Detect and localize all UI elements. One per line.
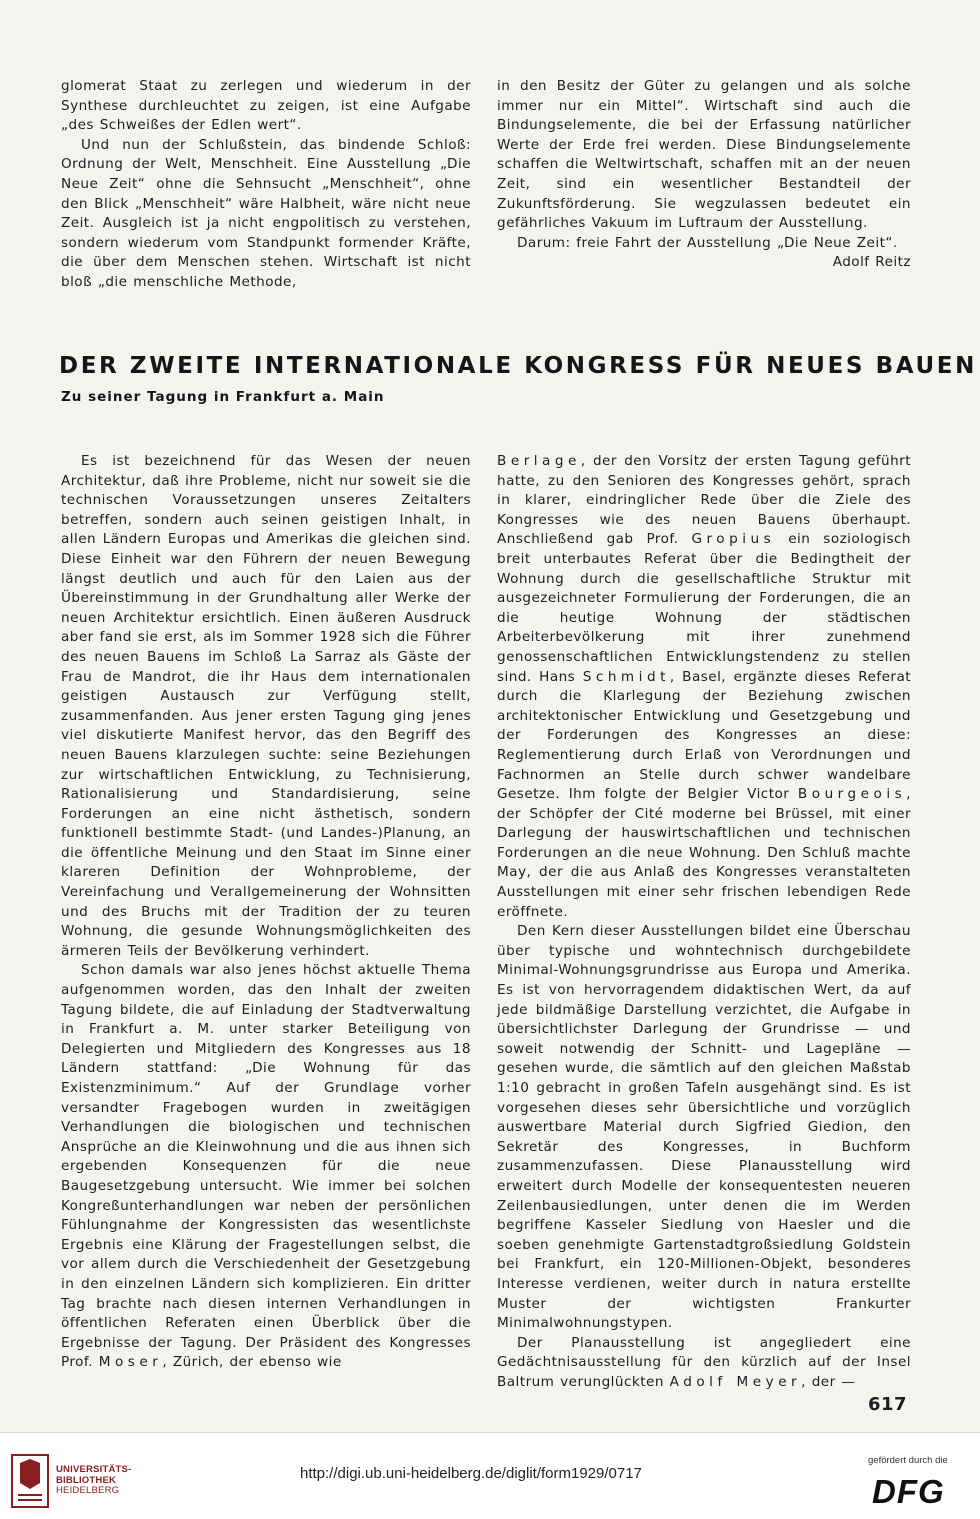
name-berlage: Berlage bbox=[497, 453, 581, 469]
paragraph-text: Der Planausstellung ist angegliedert eine Gedächtnisausstellung für den kürzlich auf der Insel Baltrum verunglückten bbox=[497, 1334, 911, 1390]
closing-line: Darum: freie Fahrt der Ausstellung „Die Neue Zeit“. bbox=[517, 234, 898, 251]
name-meyer: Adolf Meyer bbox=[669, 1373, 802, 1390]
name-schmidt: Schmidt bbox=[582, 668, 670, 685]
article-title: DER ZWEITE INTERNATIONALE KONGRESS FÜR NEUES BAUEN bbox=[59, 353, 977, 379]
name-gropius: Gropius bbox=[691, 531, 776, 548]
digitization-footer bbox=[0, 1432, 980, 1519]
article-paragraph-5 bbox=[497, 1334, 911, 1393]
paragraph-text: Schon damals war also jenes höchst aktuelle Thema aufgenommen worden, das den Inhalt der zweiten Tagung bildete, die auf Einladung der Stadtverwaltung in Frankfurt a. M. unter starker Beteiligung von Delegierten und Mitgliedern des Kongresses aus 18 Ländern stattfand: „Die Wohnung für das Existenzminimum.“ Auf der Grundlage vorher versandter Fragebogen wurden in zweitägigen Verhandlungen die biologischen und technischen Ansprüche an die Kleinwohnung und die aus ihnen sich ergebenden Konsequenzen für die neue Baugesetzgebung untersucht. Wie immer bei solchen Kongreßunterhandlungen war neben der persönlichen Fühlungnahme der Kongressisten das wesentlichste Ergebnis eine Klärung der Fragestellungen selbst, die vor allem durch die Verschiedenheit der Gesetzgebung in den einzelnen Ländern sich komplizieren. Ein dritter Tag brachte nach diesen internen Verhandlungen in öffentlichen Referaten einen Überblick über die Ergebnisse der Tagung. Der Präsident des Kongresses Prof. bbox=[61, 962, 471, 1371]
article-left-column bbox=[61, 452, 471, 1373]
author-signature: Adolf Reitz bbox=[832, 254, 911, 271]
paragraph-text: , der — bbox=[801, 1373, 856, 1390]
paragraph-text: ein soziologisch breit unterbautes Referat über die Bedingtheit der Wohnung durch die gesellschaftliche Struktur mit ausgezeichneter Formulierung der Forderungen, die an die heutige Wohnung der städtischen Arbeiterbevölkerung mit ihrer zunehmend genossenschaftlichen Entwicklungstendenz zu stellen sind. Hans bbox=[497, 531, 911, 685]
top-right-paragraph: in den Besitz der Güter zu gelangen und als solche immer nur ein Mittel“. Wirtschaft sind auch die Bindungselemente, die bei der Erfassung natürlicher Werte der Erde frei werden. Diese Bindungselemente schaffen die Weltwirtschaft, schaffen mit an der neuen Zeit, sind ein wesentlicher Bestandteil der Zukunftsförderung. Sie wegzulassen bedeutet ein gefährliches Vakuum im Luftraum der Ausstellung. bbox=[497, 78, 911, 232]
library-name-line-1: UNIVERSITÄTS- bbox=[56, 1464, 132, 1475]
paragraph-text: , der den Vorsitz der ersten Tagung geführt hatte, zu den Senioren des Kongresses gehört, sprach in klarer, eindringlicher Rede über die Ziele des Kongresses wie des neuen Bauens überhaupt. Anschließend gab Prof. bbox=[497, 453, 911, 548]
top-right-column bbox=[497, 77, 911, 273]
article-subtitle: Zu seiner Tagung in Frankfurt a. Main bbox=[61, 389, 385, 405]
article-paragraph-4: Den Kern dieser Ausstellungen bildet eine Überschau über typische und wohntechnisch durchgebildete Minimal-Wohnungsgrundrisse aus Europa und Amerika. Es ist von hervorragendem didaktischen Wert, da auf jede bildmäßige Darstellung verzichtet, die Aufgabe in übersichtlichster Darlegung der Grundrisse — und soweit notwendig der Schnitt- und Lagepläne — gesehen wurde, die sämtlich auf den gleichen Maßstab 1:10 gebracht in großen Tafeln ausgehängt sind. Es ist vorgesehen dieses sehr übersichtliche und vorzüglich auswertbare Material durch Sigfried Giedion, den Sekretär des Kongresses, in Buchform zusammenzufassen. Diese Planausstellung wird erweitert durch Modelle der konsequentesten neueren Zeilenbausiedlungen, unter denen die im Werden begriffene Kasseler Siedlung von Haesler und die soeben genehmigte Gartenstadtgroßsiedlung Goldstein bei Frankfurt, ein 120-Millionen-Objekt, besonderes Interesse verdienen, weiter durch in natura erstellte Muster der wichtigsten Frankurter Minimalwohnungstypen. bbox=[497, 923, 911, 1332]
library-name-line-3: HEIDELBERG bbox=[56, 1485, 120, 1496]
paragraph-text: , Zürich, der ebenso wie bbox=[162, 1354, 342, 1371]
library-logo-icon bbox=[10, 1453, 50, 1509]
funded-by-label: gefördert durch die bbox=[868, 1455, 948, 1466]
paragraph-text: , Basel, ergänzte dieses Referat durch die Klarlegung der Beziehung zwischen architektonischer Entwicklung und Gesetzgebung und der Forderungen des Kongresses an diese: Reglementierung durch Erlaß von Verordnungen und Fachnormen an Stelle durch schwer wandelbare Gesetze. Ihm folgte der Belgier Victor bbox=[497, 668, 912, 803]
paragraph-text: , der Schöpfer der Cité moderne bei Brüssel, mit einer Darlegung der hauswirtschaftlichen und technischen Forderungen an die neue Wohnung. Den Schluß machte May, der die aus Anlaß des Kongresses veranstalteten Ausstellungen mit einer sehr frischen lebendigen Rede eröffnete. bbox=[497, 786, 911, 920]
library-name-line-2: BIBLIOTHEK bbox=[56, 1474, 117, 1486]
article-paragraph-1: Es ist bezeichnend für das Wesen der neuen Architektur, daß ihre Probleme, nicht nur soweit sie die technischen Voraussetzungen unseres Zeitalters betreffen, sondern auch seinen geistigen Inhalt, in allen Ländern Europas und Amerikas die gleichen sind. Diese Einheit war den Führern der neuen Bewegung längst deutlich und auch für den Laien aus der Übereinstimmung in der Grundhaltung aller Werke der neuen Architektur ersichtlich. Einen äußeren Ausdruck aber fand sie erst, als im Sommer 1928 sich die Führer des neuen Bauens im Schloß La Sarraz als Gäste der Frau de Mandrot, die ihr Haus dem internationalen geistigen Austausch zur Verfügung stellt, zusammenfanden. Aus jener ersten Tagung ging jenes viel diskutierte Manifest hervor, das den Begriff des neuen Bauens klarzulegen suchte: seine Beziehungen zur wirtschaftlichen Entwicklung, zu Technisierung, Rationalisierung und Standardisierung, seine Forderungen an eine nicht ästhetisch, sondern funktionell bestimmte Stadt- (und Landes-)Planung, an die öffentliche Meinung und den Staat im Sinne einer klareren Definition der Wohnprobleme, der Vereinfachung und Verallgemeinerung der Wohnsitten und des Bruchs mit der Tradition der zu teuren Wohnung, die gesunde Wohnungsmöglichkeiten des ärmeren Teils der Bevölkerung verhindert. bbox=[61, 453, 471, 959]
dfg-logo: DFG bbox=[872, 1473, 945, 1510]
article-paragraph-3 bbox=[497, 452, 911, 922]
article-paragraph-2 bbox=[61, 961, 471, 1372]
page-number: 617 bbox=[868, 1394, 908, 1415]
top-left-paragraph-1: glomerat Staat zu zerlegen und wiederum in der Synthese durchleuchtet zu zeigen, ist eine Aufgabe „des Schweißes der Edlen wert“. bbox=[61, 78, 471, 134]
name-moser: Moser bbox=[98, 1354, 163, 1371]
top-left-paragraph-2: Und nun der Schlußstein, das bindende Schloß: Ordnung der Welt, Menschheit. Eine Ausstellung „Die Neue Zeit“ ohne die Sehnsucht „Menschheit“, ohne den Blick „Menschheit“ wäre Halbheit, wäre nicht neue Zeit. Ausgleich ist ja nicht engpolitisch zu verstehen, sondern wiederum vom Standpunkt formender Kräfte, die über dem Menschen stehen. Wirtschaft ist nicht bloß „die menschliche Methode, bbox=[61, 136, 471, 290]
top-left-column bbox=[61, 77, 471, 293]
name-bourgeois: Bourgeois bbox=[797, 786, 907, 803]
library-name bbox=[56, 1465, 131, 1497]
permalink-url[interactable]: http://digi.ub.uni-heidelberg.de/diglit/form1929/0717 bbox=[300, 1465, 642, 1482]
article-right-column bbox=[497, 452, 911, 1393]
